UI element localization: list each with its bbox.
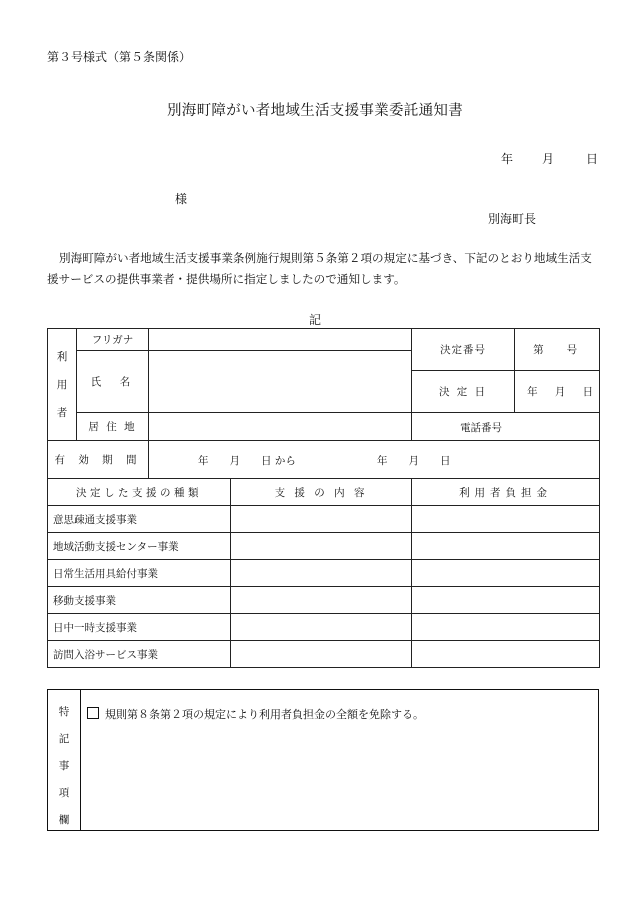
service-content-field[interactable] xyxy=(231,560,412,587)
phone-label: 電話番号 xyxy=(460,422,503,434)
month-label: 月 xyxy=(554,386,566,398)
service-burden-field[interactable] xyxy=(412,614,600,641)
service-burden-field[interactable] xyxy=(412,560,600,587)
col-header-content: 支 援 の 内 容 xyxy=(231,479,412,506)
service-name: 日中一時支援事業 xyxy=(48,614,231,641)
validity-from: 年 月 日 から xyxy=(198,455,296,467)
service-content-field[interactable] xyxy=(231,641,412,668)
date-month-label: 月 xyxy=(542,152,555,166)
decision-number-field[interactable] xyxy=(515,329,600,371)
remarks-content xyxy=(81,690,599,831)
address-field[interactable] xyxy=(149,413,412,441)
date-year-label: 年 xyxy=(501,152,514,166)
validity-field[interactable] xyxy=(149,441,600,479)
service-burden-field[interactable] xyxy=(412,587,600,614)
furigana-label: フリガナ xyxy=(77,329,149,351)
name-field[interactable] xyxy=(149,351,412,413)
exemption-text: 規則第８条第２項の規定により利用者負担金の全額を免除する。 xyxy=(105,708,424,721)
phone-field[interactable] xyxy=(412,413,600,441)
dai-label: 第 xyxy=(533,344,544,356)
document-title: 別海町障がい者地域生活支援事業委託通知書 xyxy=(167,103,463,119)
name-label: 氏 名 xyxy=(77,351,149,413)
user-section-label xyxy=(48,329,77,441)
service-content-field[interactable] xyxy=(231,533,412,560)
remarks-label-char: 記 xyxy=(58,733,70,745)
remarks-label-char: 項 xyxy=(58,787,70,799)
go-label: 号 xyxy=(566,344,578,356)
sender-name: 別海町長 xyxy=(488,212,537,226)
decision-date-field[interactable] xyxy=(515,371,600,413)
form-number: 第３号様式（第５条関係） xyxy=(47,50,192,64)
service-name: 移動支援事業 xyxy=(48,587,231,614)
address-label: 居 住 地 xyxy=(77,413,149,441)
service-content-field[interactable] xyxy=(231,506,412,533)
recipient-honorific: 様 xyxy=(175,192,188,206)
validity-to: 年 月 日 xyxy=(377,455,451,467)
year-label: 年 xyxy=(527,386,538,398)
decision-number-label: 決定番号 xyxy=(412,329,515,371)
service-burden-field[interactable] xyxy=(412,533,600,560)
remarks-label-char: 特 xyxy=(58,706,70,718)
service-name: 日常生活用具給付事業 xyxy=(48,560,231,587)
service-name: 地域活動支援センター事業 xyxy=(48,533,231,560)
service-name: 意思疎通支援事業 xyxy=(48,506,231,533)
service-name: 訪問入浴サービス事業 xyxy=(48,641,231,668)
ki-heading: 記 xyxy=(308,313,321,327)
user-label-char: 用 xyxy=(56,379,68,391)
service-burden-field[interactable] xyxy=(412,641,600,668)
col-header-type: 決定した支援の種類 xyxy=(48,479,231,506)
user-label-char: 者 xyxy=(56,407,68,419)
service-content-field[interactable] xyxy=(231,614,412,641)
service-content-field[interactable] xyxy=(231,587,412,614)
decision-date-label: 決 定 日 xyxy=(412,371,515,413)
day-label: 日 xyxy=(582,386,594,398)
remarks-table xyxy=(47,689,599,831)
col-header-burden: 利用者負担金 xyxy=(412,479,600,506)
service-burden-field[interactable] xyxy=(412,506,600,533)
remarks-label-char: 事 xyxy=(58,760,70,772)
validity-label: 有 効 期 間 xyxy=(48,441,149,479)
body-paragraph: 別海町障がい者地域生活支援事業条例施行規則第５条第２項の規定に基づき、下記のとおり地域生活支援サービスの提供事業者・提供場所に指定しましたので通知します。 xyxy=(47,251,592,286)
date-day-label: 日 xyxy=(586,152,599,166)
furigana-field[interactable] xyxy=(149,329,412,351)
exemption-checkbox[interactable] xyxy=(87,707,99,719)
decision-table xyxy=(47,328,600,668)
remarks-label xyxy=(48,690,81,831)
user-label-char: 利 xyxy=(56,351,68,363)
remarks-label-char: 欄 xyxy=(58,814,70,826)
